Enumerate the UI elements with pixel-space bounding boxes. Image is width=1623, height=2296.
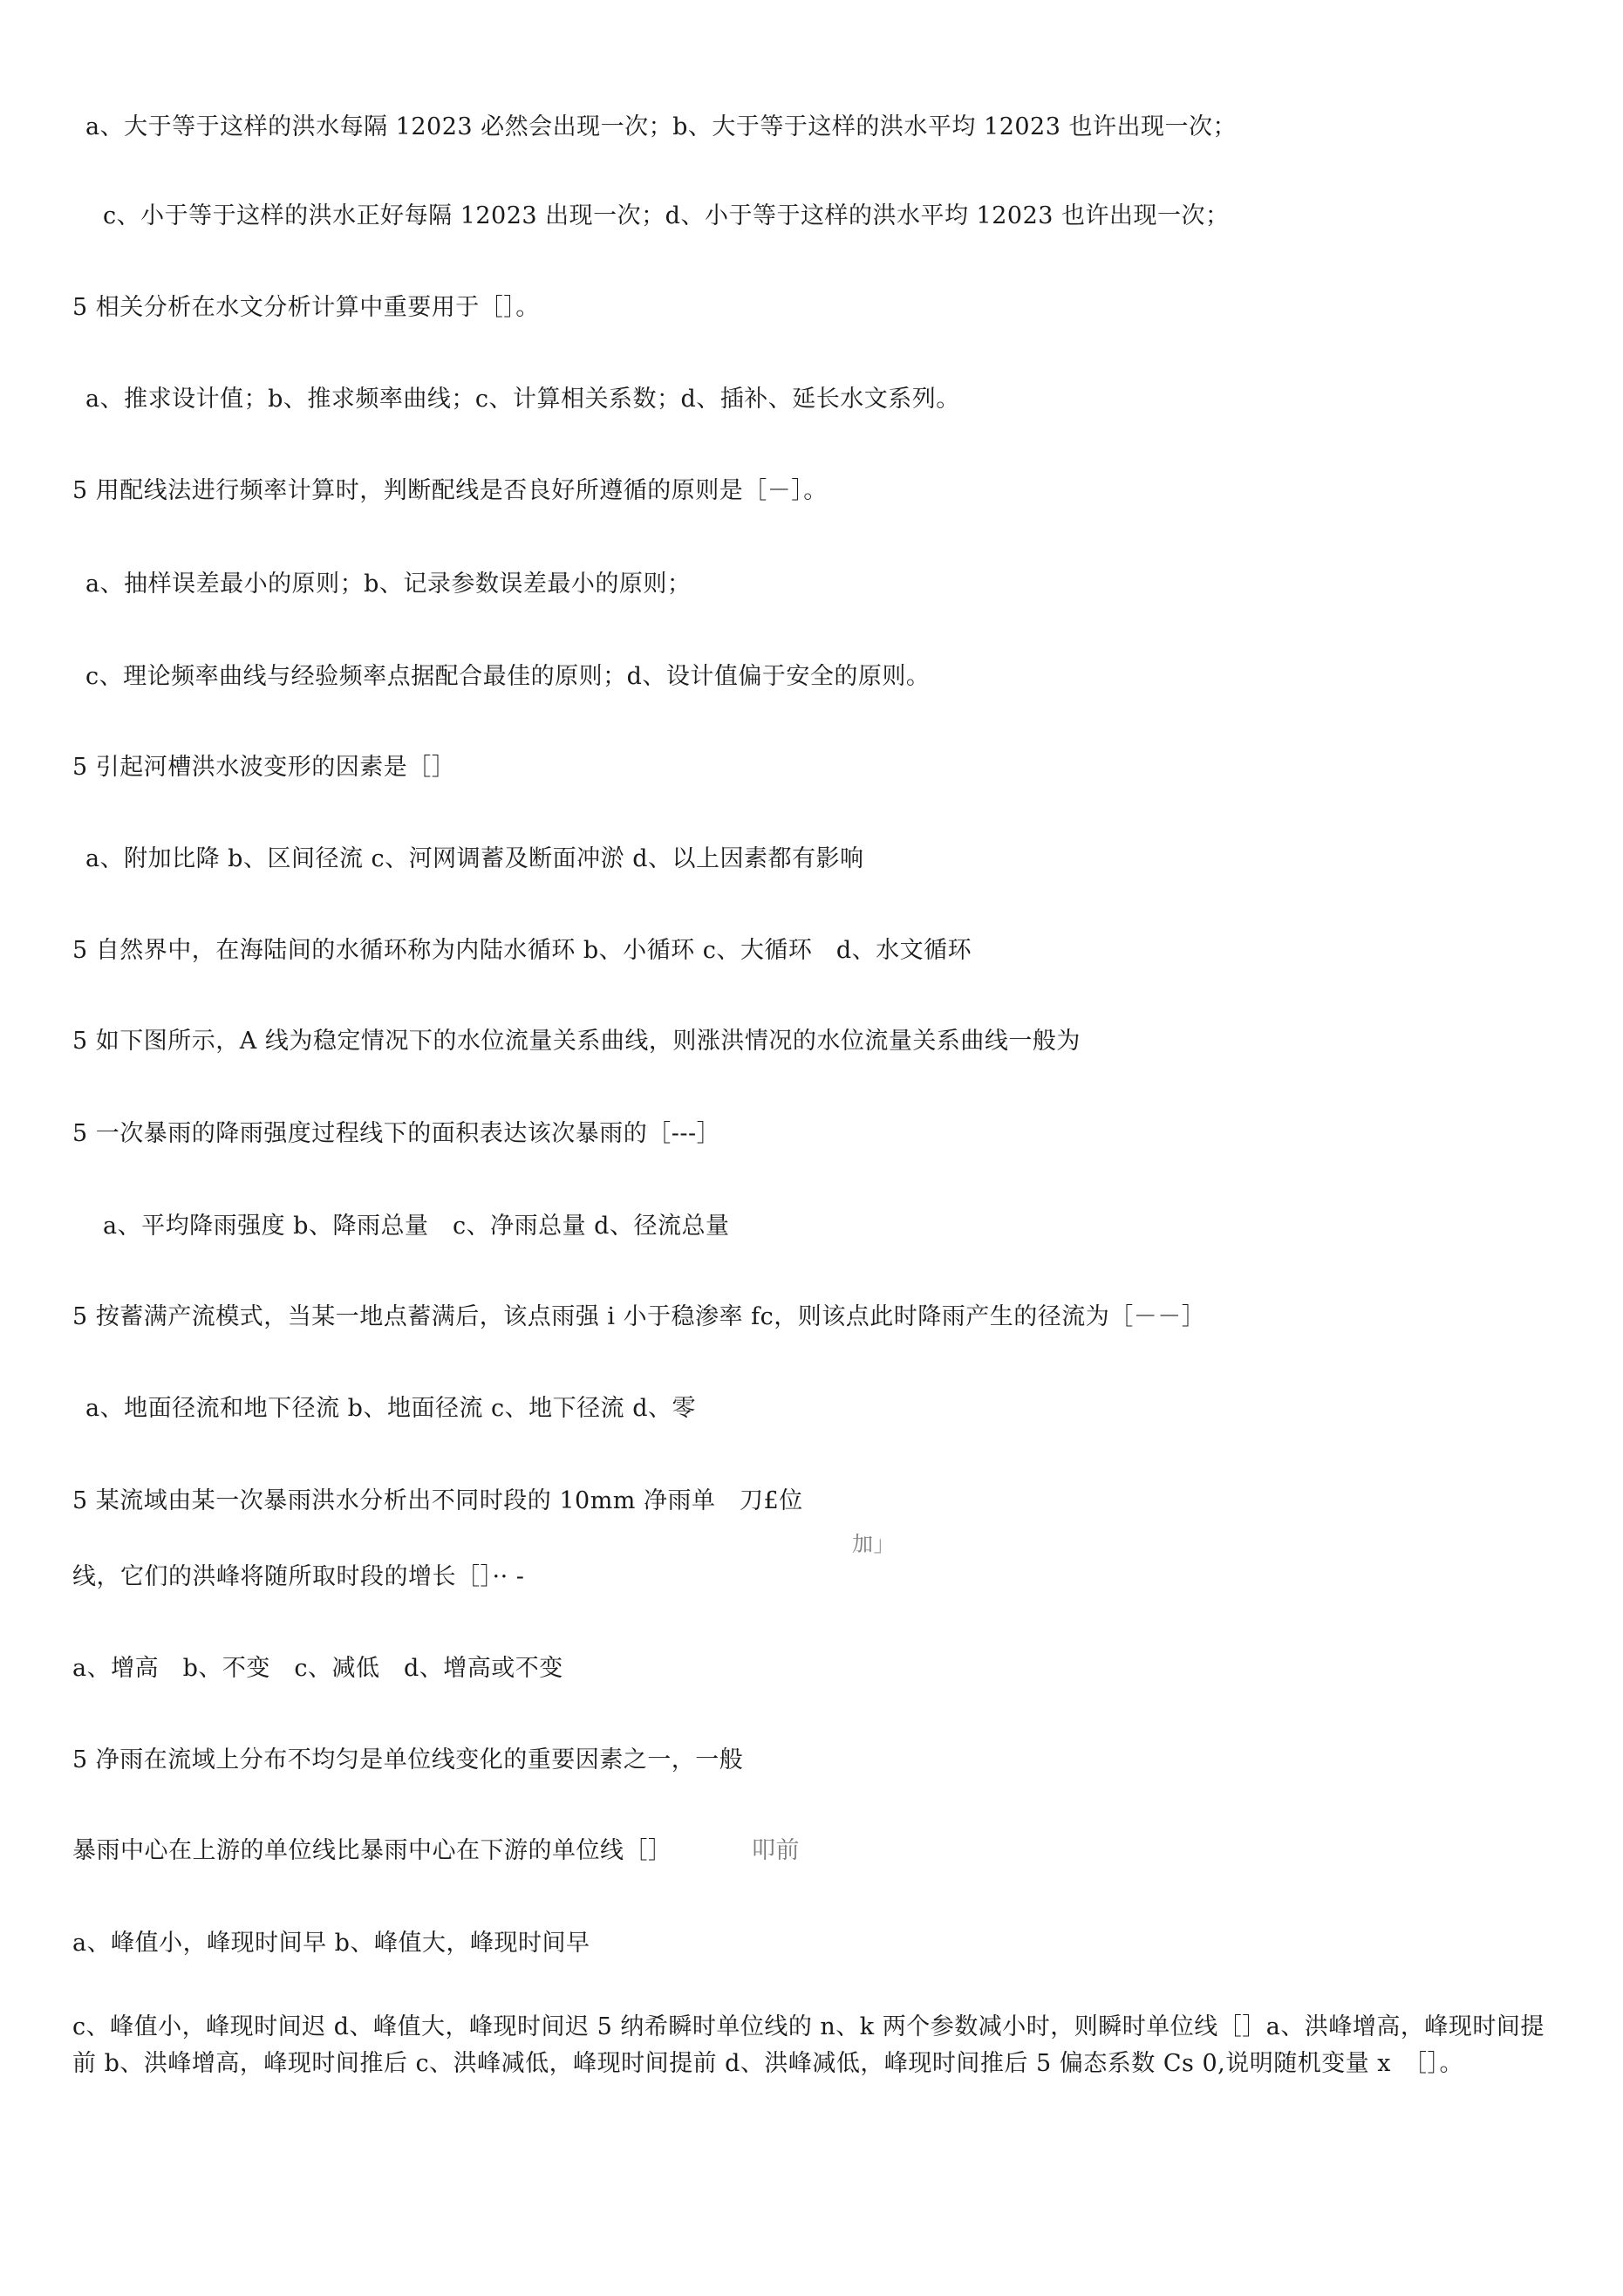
text-line: 线，它们的洪峰将随所取时段的增长［］·· - — [72, 1563, 525, 1590]
text-line: a、平均降雨强度 b、降雨总量 c、净雨总量 d、径流总量 — [103, 1213, 730, 1240]
question-line: 5 引起河槽洪水波变形的因素是［］ — [72, 754, 456, 781]
text-paragraph: c、峰值小，峰现时间迟 d、峰值大，峰现时间迟 5 纳希瞬时单位线的 n、k 两个参数减小时，则瞬时单位线［］a、洪峰增高，峰现时间提前 b、洪峰增高，峰现时间推后 c、洪峰减低，峰现时间提前 d、洪峰减低，峰现时间推后 5 偏态系数 Cs 0,说明随机变量 x ［］。 — [72, 2013, 1545, 2077]
text-line: a、大于等于这样的洪水每隔 12023 必然会出现一次；b、大于等于这样的洪水平均 12023 也许出现一次； — [85, 113, 1237, 140]
text-line: a、峰值小，峰现时间早 b、峰值大，峰现时间早 — [72, 1930, 590, 1957]
text-line: a、推求设计值；b、推求频率曲线；c、计算相关系数；d、插补、延长水文系列。 — [85, 386, 960, 413]
stray-mark: 叩前 — [752, 1837, 800, 1864]
stray-mark: 加」 — [852, 1532, 895, 1556]
question-line: 5 净雨在流域上分布不均匀是单位线变化的重要因素之一，一般 — [72, 1746, 744, 1773]
question-line: 5 相关分析在水文分析计算中重要用于［］。 — [72, 294, 540, 321]
text-line: a、抽样误差最小的原则；b、记录参数误差最小的原则； — [85, 571, 692, 598]
text-line: a、附加比降 b、区间径流 c、河网调蓄及断面冲淤 d、以上因素都有影响 — [85, 845, 864, 872]
question-line: 5 自然界中，在海陆间的水循环称为内陆水循环 b、小循环 c、大循环 d、水文循环 — [72, 937, 972, 964]
text-line: c、理论频率曲线与经验频率点据配合最佳的原则；d、设计值偏于安全的原则。 — [85, 663, 931, 690]
question-line: 5 一次暴雨的降雨强度过程线下的面积表达该次暴雨的［---］ — [72, 1120, 721, 1147]
text-line: a、增高 b、不变 c、减低 d、增高或不变 — [72, 1655, 563, 1682]
question-line: 5 按蓄满产流模式，当某一地点蓄满后，该点雨强 i 小于稳渗率 fc，则该点此时降雨产生的径流为［－－］ — [72, 1303, 1206, 1330]
text-line: c、小于等于这样的洪水正好每隔 12023 出现一次；d、小于等于这样的洪水平均 12023 也许出现一次； — [103, 202, 1230, 229]
question-line: 5 用配线法进行频率计算时，判断配线是否良好所遵循的原则是［－］。 — [72, 477, 828, 504]
text-line: 暴雨中心在上游的单位线比暴雨中心在下游的单位线［］ — [72, 1837, 672, 1864]
question-line: 5 某流域由某一次暴雨洪水分析出不同时段的 10mm 净雨单 刀£位 — [72, 1487, 803, 1514]
text-line: a、地面径流和地下径流 b、地面径流 c、地下径流 d、零 — [85, 1395, 697, 1422]
question-line: 5 如下图所示，A 线为稳定情况下的水位流量关系曲线，则涨洪情况的水位流量关系曲线一般为 — [72, 1028, 1081, 1055]
